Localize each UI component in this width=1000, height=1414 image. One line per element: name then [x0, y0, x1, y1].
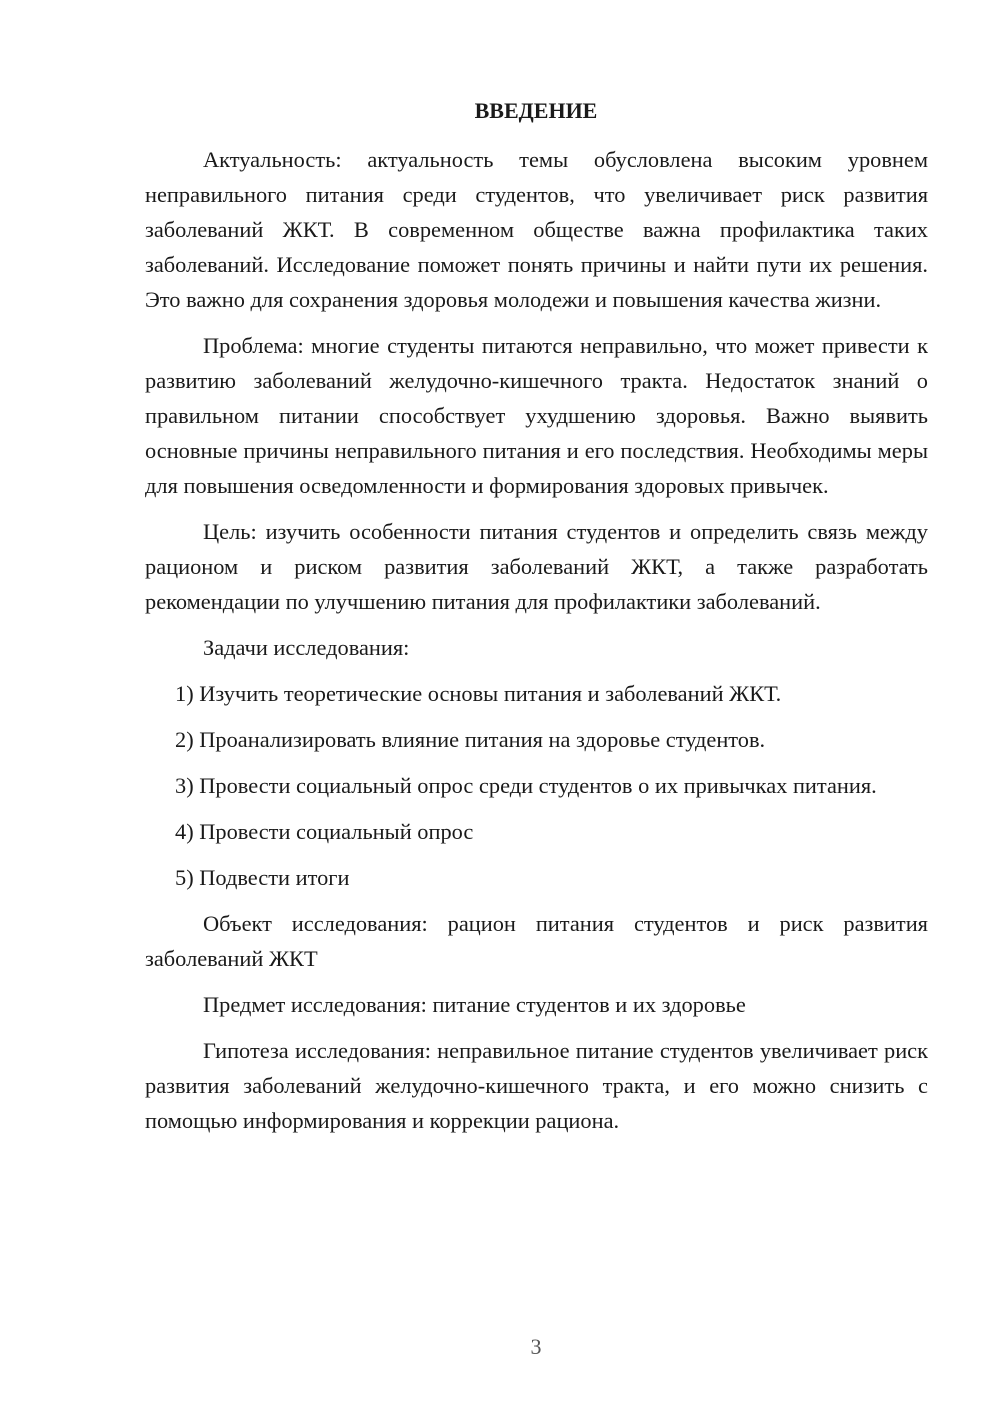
page-number: 3	[530, 1334, 542, 1359]
tasks-heading: Задачи исследования:	[203, 635, 410, 660]
task-item: 1) Изучить теоретические основы питания и заболеваний ЖКТ.	[175, 681, 782, 706]
task-item: 3) Провести социальный опрос среди студентов о их привычках питания.	[175, 773, 877, 798]
task-item: 4) Провести социальный опрос	[175, 819, 474, 844]
document-body	[145, 142, 928, 1149]
goal-paragraph: Цель: изучить особенности питания студентов и определить связь между рационом и риском развития заболеваний ЖКТ, а также разработать рекомендации по улучшению питания для профилактики заболеваний.	[145, 519, 928, 614]
task-item: 2) Проанализировать влияние питания на здоровье студентов.	[175, 727, 766, 752]
task-item: 5) Подвести итоги	[175, 865, 350, 890]
object-paragraph: Объект исследования: рацион питания студентов и риск развития заболеваний ЖКТ	[145, 911, 928, 971]
hypothesis-paragraph: Гипотеза исследования: неправильное питание студентов увеличивает риск развития заболеваний желудочно-кишечного тракта, и его можно снизить с помощью информирования и коррекции рациона.	[145, 1038, 928, 1133]
subject-paragraph: Предмет исследования: питание студентов и их здоровье	[203, 992, 746, 1017]
section-title: ВВЕДЕНИЕ	[474, 98, 598, 123]
relevance-paragraph: Актуальность: актуальность темы обусловлена высоким уровнем неправильного питания среди студентов, что увеличивает риск развития заболеваний ЖКТ. В современном обществе важна профилактика таких заболеваний. Исследование поможет понять причины и найти пути их решения. Это важно для сохранения здоровья молодежи и повышения качества жизни.	[145, 147, 928, 312]
problem-paragraph: Проблема: многие студенты питаются неправильно, что может привести к развитию заболеваний желудочно-кишечного тракта. Недостаток знаний о правильном питании способствует ухудшению здоровья. Важно выявить основные причины неправильного питания и его последствия. Необходимы меры для повышения осведомленности и формирования здоровых привычек.	[145, 333, 928, 498]
